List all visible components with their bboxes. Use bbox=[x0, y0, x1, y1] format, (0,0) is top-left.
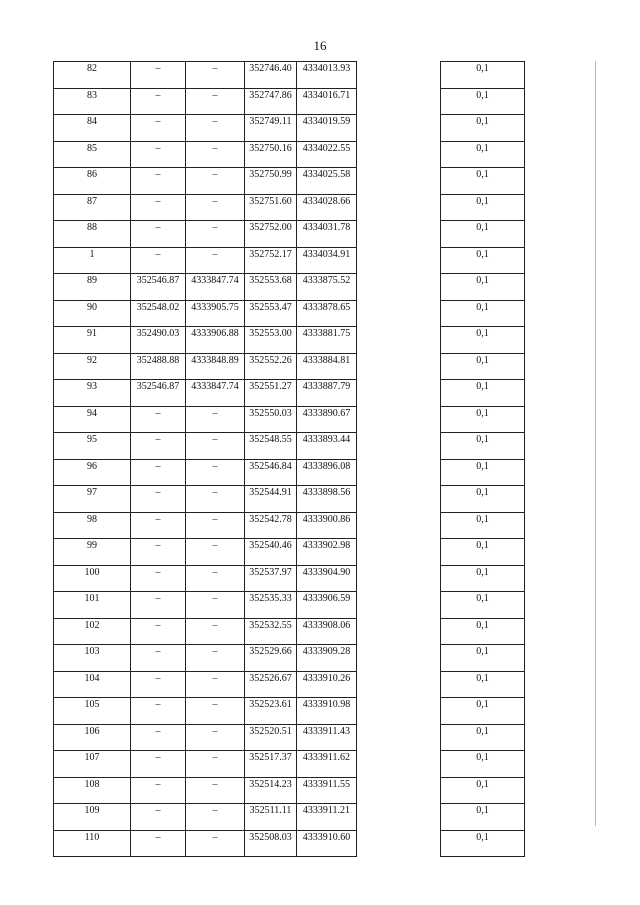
x2-cell: 352553.00 bbox=[245, 327, 297, 354]
blank-cell bbox=[357, 830, 441, 857]
x2-cell: 352553.47 bbox=[245, 300, 297, 327]
y2-cell: 4333911.62 bbox=[297, 751, 357, 778]
table-row bbox=[54, 618, 525, 645]
blank-cell bbox=[357, 353, 441, 380]
point-number-cell: 108 bbox=[54, 777, 131, 804]
blank-cell bbox=[357, 300, 441, 327]
y2-cell: 4334013.93 bbox=[297, 62, 357, 89]
x1-cell: – bbox=[131, 751, 186, 778]
table-row bbox=[54, 62, 525, 89]
y2-cell: 4334034.91 bbox=[297, 247, 357, 274]
accuracy-cell: 0,1 bbox=[441, 539, 525, 566]
y1-cell: – bbox=[186, 221, 245, 248]
x1-cell: – bbox=[131, 512, 186, 539]
y2-cell: 4333909.28 bbox=[297, 645, 357, 672]
blank-cell bbox=[357, 645, 441, 672]
x1-cell: 352490.03 bbox=[131, 327, 186, 354]
y1-cell: – bbox=[186, 645, 245, 672]
point-number-cell: 110 bbox=[54, 830, 131, 857]
page-number: 16 bbox=[313, 38, 327, 53]
accuracy-cell: 0,1 bbox=[441, 433, 525, 460]
x2-cell: 352548.55 bbox=[245, 433, 297, 460]
accuracy-cell: 0,1 bbox=[441, 247, 525, 274]
x1-cell: – bbox=[131, 459, 186, 486]
y1-cell: – bbox=[186, 141, 245, 168]
point-number-cell: 106 bbox=[54, 724, 131, 751]
blank-cell bbox=[357, 539, 441, 566]
point-number-cell: 98 bbox=[54, 512, 131, 539]
y2-cell: 4333902.98 bbox=[297, 539, 357, 566]
x2-cell: 352752.00 bbox=[245, 221, 297, 248]
y1-cell: 4333905.75 bbox=[186, 300, 245, 327]
x1-cell: – bbox=[131, 592, 186, 619]
table-row bbox=[54, 671, 525, 698]
table-row bbox=[54, 698, 525, 725]
point-number-cell: 91 bbox=[54, 327, 131, 354]
table-row bbox=[54, 406, 525, 433]
y2-cell: 4333910.98 bbox=[297, 698, 357, 725]
y2-cell: 4334019.59 bbox=[297, 115, 357, 142]
x1-cell: – bbox=[131, 618, 186, 645]
accuracy-cell: 0,1 bbox=[441, 141, 525, 168]
y2-cell: 4333910.26 bbox=[297, 671, 357, 698]
table-row bbox=[54, 221, 525, 248]
table-row bbox=[54, 645, 525, 672]
y2-cell: 4333898.56 bbox=[297, 486, 357, 513]
blank-cell bbox=[357, 486, 441, 513]
x1-cell: – bbox=[131, 830, 186, 857]
point-number-cell: 94 bbox=[54, 406, 131, 433]
point-number-cell: 84 bbox=[54, 115, 131, 142]
table-row bbox=[54, 380, 525, 407]
y2-cell: 4333878.65 bbox=[297, 300, 357, 327]
x2-cell: 352551.27 bbox=[245, 380, 297, 407]
accuracy-cell: 0,1 bbox=[441, 565, 525, 592]
y2-cell: 4333906.59 bbox=[297, 592, 357, 619]
accuracy-cell: 0,1 bbox=[441, 194, 525, 221]
coordinates-table bbox=[53, 61, 525, 857]
y1-cell: – bbox=[186, 751, 245, 778]
x1-cell: – bbox=[131, 115, 186, 142]
blank-cell bbox=[357, 221, 441, 248]
y1-cell: – bbox=[186, 247, 245, 274]
y1-cell: 4333847.74 bbox=[186, 274, 245, 301]
x1-cell: 352546.87 bbox=[131, 274, 186, 301]
accuracy-cell: 0,1 bbox=[441, 353, 525, 380]
y1-cell: 4333906.88 bbox=[186, 327, 245, 354]
blank-cell bbox=[357, 380, 441, 407]
point-number-cell: 103 bbox=[54, 645, 131, 672]
blank-cell bbox=[357, 565, 441, 592]
x2-cell: 352520.51 bbox=[245, 724, 297, 751]
x2-cell: 352523.61 bbox=[245, 698, 297, 725]
y2-cell: 4333896.08 bbox=[297, 459, 357, 486]
point-number-cell: 101 bbox=[54, 592, 131, 619]
accuracy-cell: 0,1 bbox=[441, 618, 525, 645]
blank-cell bbox=[357, 512, 441, 539]
y1-cell: – bbox=[186, 433, 245, 460]
accuracy-cell: 0,1 bbox=[441, 777, 525, 804]
y1-cell: – bbox=[186, 618, 245, 645]
accuracy-cell: 0,1 bbox=[441, 380, 525, 407]
x1-cell: – bbox=[131, 406, 186, 433]
table-row bbox=[54, 433, 525, 460]
y1-cell: 4333848.89 bbox=[186, 353, 245, 380]
point-number-cell: 86 bbox=[54, 168, 131, 195]
blank-cell bbox=[357, 327, 441, 354]
table-row bbox=[54, 830, 525, 857]
y1-cell: – bbox=[186, 88, 245, 115]
blank-cell bbox=[357, 724, 441, 751]
x2-cell: 352537.97 bbox=[245, 565, 297, 592]
y2-cell: 4333890.67 bbox=[297, 406, 357, 433]
point-number-cell: 99 bbox=[54, 539, 131, 566]
x1-cell: 352546.87 bbox=[131, 380, 186, 407]
x2-cell: 352750.16 bbox=[245, 141, 297, 168]
accuracy-cell: 0,1 bbox=[441, 486, 525, 513]
blank-cell bbox=[357, 62, 441, 89]
x1-cell: – bbox=[131, 141, 186, 168]
y2-cell: 4333904.90 bbox=[297, 565, 357, 592]
blank-cell bbox=[357, 274, 441, 301]
accuracy-cell: 0,1 bbox=[441, 406, 525, 433]
table-row bbox=[54, 141, 525, 168]
y1-cell: – bbox=[186, 565, 245, 592]
y1-cell: – bbox=[186, 830, 245, 857]
point-number-cell: 90 bbox=[54, 300, 131, 327]
x1-cell: – bbox=[131, 62, 186, 89]
point-number-cell: 105 bbox=[54, 698, 131, 725]
y2-cell: 4334028.66 bbox=[297, 194, 357, 221]
table-row bbox=[54, 353, 525, 380]
x1-cell: – bbox=[131, 433, 186, 460]
table-row bbox=[54, 777, 525, 804]
accuracy-cell: 0,1 bbox=[441, 751, 525, 778]
accuracy-cell: 0,1 bbox=[441, 698, 525, 725]
x2-cell: 352552.26 bbox=[245, 353, 297, 380]
y1-cell: – bbox=[186, 194, 245, 221]
blank-cell bbox=[357, 618, 441, 645]
x1-cell: – bbox=[131, 724, 186, 751]
y1-cell: – bbox=[186, 486, 245, 513]
accuracy-cell: 0,1 bbox=[441, 88, 525, 115]
x1-cell: – bbox=[131, 88, 186, 115]
point-number-cell: 96 bbox=[54, 459, 131, 486]
x2-cell: 352517.37 bbox=[245, 751, 297, 778]
blank-cell bbox=[357, 141, 441, 168]
table-row bbox=[54, 486, 525, 513]
table-row bbox=[54, 751, 525, 778]
table-row bbox=[54, 274, 525, 301]
y1-cell: – bbox=[186, 804, 245, 831]
table-row bbox=[54, 804, 525, 831]
x1-cell: – bbox=[131, 168, 186, 195]
point-number-cell: 95 bbox=[54, 433, 131, 460]
x2-cell: 352526.67 bbox=[245, 671, 297, 698]
x1-cell: – bbox=[131, 804, 186, 831]
accuracy-cell: 0,1 bbox=[441, 804, 525, 831]
x2-cell: 352542.78 bbox=[245, 512, 297, 539]
x2-cell: 352553.68 bbox=[245, 274, 297, 301]
x2-cell: 352511.11 bbox=[245, 804, 297, 831]
point-number-cell: 87 bbox=[54, 194, 131, 221]
accuracy-cell: 0,1 bbox=[441, 512, 525, 539]
x2-cell: 352546.84 bbox=[245, 459, 297, 486]
blank-cell bbox=[357, 698, 441, 725]
x2-cell: 352750.99 bbox=[245, 168, 297, 195]
y1-cell: 4333847.74 bbox=[186, 380, 245, 407]
x2-cell: 352751.60 bbox=[245, 194, 297, 221]
y1-cell: – bbox=[186, 512, 245, 539]
blank-cell bbox=[357, 433, 441, 460]
y2-cell: 4333881.75 bbox=[297, 327, 357, 354]
x2-cell: 352535.33 bbox=[245, 592, 297, 619]
y2-cell: 4334031.78 bbox=[297, 221, 357, 248]
y1-cell: – bbox=[186, 592, 245, 619]
right-margin-rule bbox=[595, 61, 596, 826]
accuracy-cell: 0,1 bbox=[441, 300, 525, 327]
x1-cell: – bbox=[131, 777, 186, 804]
x1-cell: – bbox=[131, 539, 186, 566]
blank-cell bbox=[357, 194, 441, 221]
accuracy-cell: 0,1 bbox=[441, 327, 525, 354]
x1-cell: – bbox=[131, 645, 186, 672]
x1-cell: – bbox=[131, 671, 186, 698]
y1-cell: – bbox=[186, 698, 245, 725]
y2-cell: 4333893.44 bbox=[297, 433, 357, 460]
x2-cell: 352540.46 bbox=[245, 539, 297, 566]
accuracy-cell: 0,1 bbox=[441, 830, 525, 857]
x2-cell: 352746.40 bbox=[245, 62, 297, 89]
y2-cell: 4333911.21 bbox=[297, 804, 357, 831]
x2-cell: 352508.03 bbox=[245, 830, 297, 857]
y2-cell: 4334022.55 bbox=[297, 141, 357, 168]
point-number-cell: 88 bbox=[54, 221, 131, 248]
point-number-cell: 109 bbox=[54, 804, 131, 831]
blank-cell bbox=[357, 804, 441, 831]
point-number-cell: 104 bbox=[54, 671, 131, 698]
y2-cell: 4333884.81 bbox=[297, 353, 357, 380]
table-row bbox=[54, 327, 525, 354]
x2-cell: 352532.55 bbox=[245, 618, 297, 645]
blank-cell bbox=[357, 751, 441, 778]
blank-cell bbox=[357, 592, 441, 619]
point-number-cell: 1 bbox=[54, 247, 131, 274]
y1-cell: – bbox=[186, 115, 245, 142]
point-number-cell: 102 bbox=[54, 618, 131, 645]
x1-cell: 352488.88 bbox=[131, 353, 186, 380]
accuracy-cell: 0,1 bbox=[441, 459, 525, 486]
accuracy-cell: 0,1 bbox=[441, 645, 525, 672]
blank-cell bbox=[357, 406, 441, 433]
x2-cell: 352544.91 bbox=[245, 486, 297, 513]
table-row bbox=[54, 115, 525, 142]
table-row bbox=[54, 88, 525, 115]
y2-cell: 4334025.58 bbox=[297, 168, 357, 195]
accuracy-cell: 0,1 bbox=[441, 592, 525, 619]
x2-cell: 352529.66 bbox=[245, 645, 297, 672]
table-row bbox=[54, 168, 525, 195]
y2-cell: 4333875.52 bbox=[297, 274, 357, 301]
y2-cell: 4333908.06 bbox=[297, 618, 357, 645]
blank-cell bbox=[357, 777, 441, 804]
y1-cell: – bbox=[186, 62, 245, 89]
table-row bbox=[54, 194, 525, 221]
x2-cell: 352514.23 bbox=[245, 777, 297, 804]
table-row bbox=[54, 724, 525, 751]
accuracy-cell: 0,1 bbox=[441, 724, 525, 751]
x1-cell: – bbox=[131, 247, 186, 274]
accuracy-cell: 0,1 bbox=[441, 115, 525, 142]
x2-cell: 352550.03 bbox=[245, 406, 297, 433]
y1-cell: – bbox=[186, 671, 245, 698]
table-row bbox=[54, 512, 525, 539]
table-row bbox=[54, 539, 525, 566]
y1-cell: – bbox=[186, 459, 245, 486]
blank-cell bbox=[357, 168, 441, 195]
blank-cell bbox=[357, 88, 441, 115]
x1-cell: 352548.02 bbox=[131, 300, 186, 327]
blank-cell bbox=[357, 115, 441, 142]
table-row bbox=[54, 592, 525, 619]
blank-cell bbox=[357, 247, 441, 274]
y1-cell: – bbox=[186, 724, 245, 751]
x2-cell: 352747.86 bbox=[245, 88, 297, 115]
blank-cell bbox=[357, 459, 441, 486]
accuracy-cell: 0,1 bbox=[441, 221, 525, 248]
y1-cell: – bbox=[186, 406, 245, 433]
point-number-cell: 97 bbox=[54, 486, 131, 513]
accuracy-cell: 0,1 bbox=[441, 168, 525, 195]
point-number-cell: 82 bbox=[54, 62, 131, 89]
point-number-cell: 107 bbox=[54, 751, 131, 778]
x1-cell: – bbox=[131, 698, 186, 725]
point-number-cell: 100 bbox=[54, 565, 131, 592]
accuracy-cell: 0,1 bbox=[441, 62, 525, 89]
x1-cell: – bbox=[131, 194, 186, 221]
point-number-cell: 83 bbox=[54, 88, 131, 115]
x1-cell: – bbox=[131, 221, 186, 248]
point-number-cell: 93 bbox=[54, 380, 131, 407]
y2-cell: 4333910.60 bbox=[297, 830, 357, 857]
y2-cell: 4333900.86 bbox=[297, 512, 357, 539]
y2-cell: 4333911.55 bbox=[297, 777, 357, 804]
table-row bbox=[54, 565, 525, 592]
y2-cell: 4334016.71 bbox=[297, 88, 357, 115]
table-row bbox=[54, 247, 525, 274]
x2-cell: 352749.11 bbox=[245, 115, 297, 142]
point-number-cell: 89 bbox=[54, 274, 131, 301]
x1-cell: – bbox=[131, 565, 186, 592]
y1-cell: – bbox=[186, 168, 245, 195]
y2-cell: 4333887.79 bbox=[297, 380, 357, 407]
accuracy-cell: 0,1 bbox=[441, 274, 525, 301]
x2-cell: 352752.17 bbox=[245, 247, 297, 274]
coordinates-table-body bbox=[54, 62, 525, 857]
table-row bbox=[54, 300, 525, 327]
table-row bbox=[54, 459, 525, 486]
accuracy-cell: 0,1 bbox=[441, 671, 525, 698]
point-number-cell: 85 bbox=[54, 141, 131, 168]
y1-cell: – bbox=[186, 777, 245, 804]
y1-cell: – bbox=[186, 539, 245, 566]
x1-cell: – bbox=[131, 486, 186, 513]
point-number-cell: 92 bbox=[54, 353, 131, 380]
blank-cell bbox=[357, 671, 441, 698]
y2-cell: 4333911.43 bbox=[297, 724, 357, 751]
